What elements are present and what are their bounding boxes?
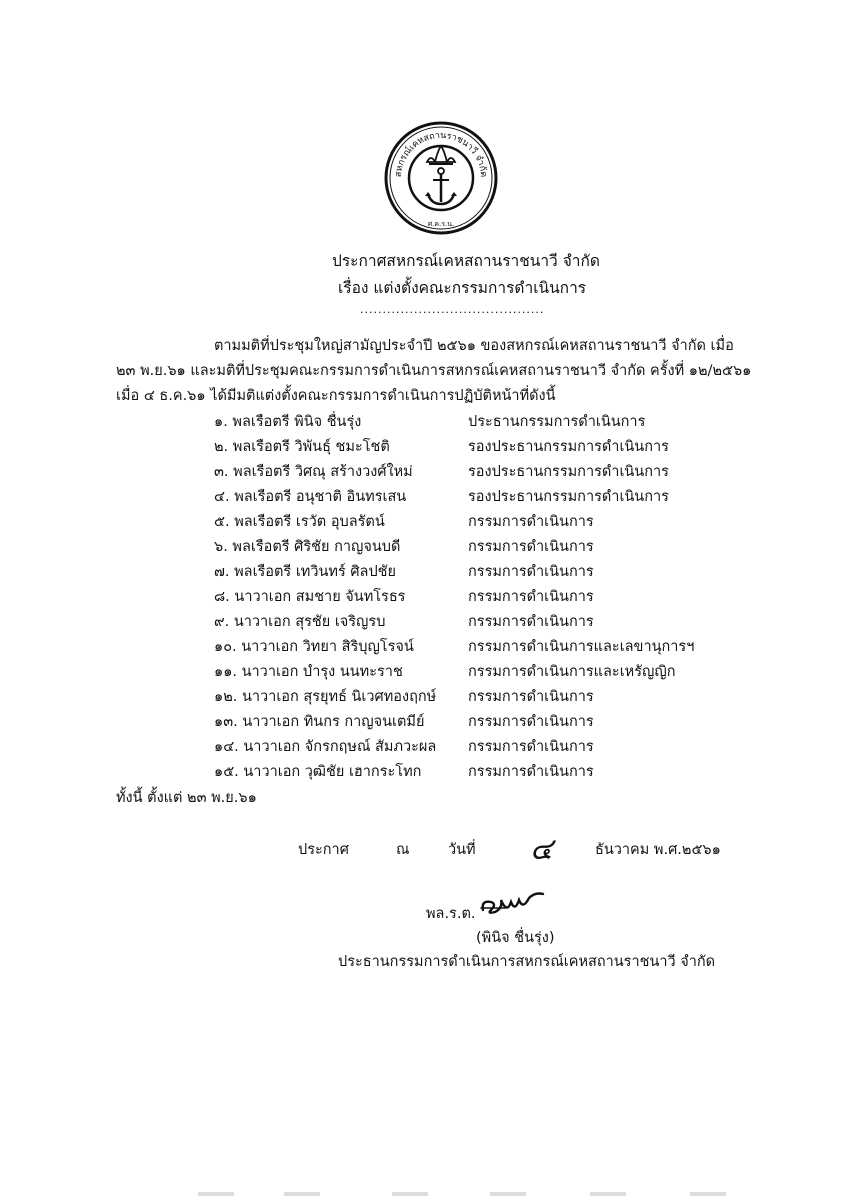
announce-month-year: ธันวาคม พ.ศ.๒๕๖๑ — [595, 842, 721, 858]
body-line-1: ตามมติที่ประชุมใหญ่สามัญประจำปี ๒๕๖๑ ของสหกรณ์เคหสถานราชนาวี จำกัด เมื่อ — [214, 338, 734, 354]
member-role: กรรมการดำเนินการและเหรัญญิก — [468, 664, 676, 680]
seal-text-bottom: ศ.ค.ร.น. — [427, 220, 455, 228]
member-role: กรรมการดำเนินการ — [468, 689, 594, 705]
member-name: ๗. พลเรือตรี เทวินทร์ ศิลปชัย — [214, 564, 396, 580]
cooperative-seal-icon — [383, 120, 499, 236]
member-name: ๔. พลเรือตรี อนุชาติ อินทรเสน — [214, 489, 407, 505]
announcement-title: ประกาศสหกรณ์เคหสถานราชนาวี จำกัด — [332, 252, 600, 270]
member-name: ๑๔. นาวาเอก จักรกฤษณ์ สัมภวะผล — [214, 739, 437, 755]
scan-mark — [392, 1192, 428, 1196]
member-name: ๑๒. นาวาเอก สุรยุทธ์ นิเวศทองฤกษ์ — [214, 689, 437, 705]
member-name: ๑. พลเรือตรี พินิจ ชื่นรุ่ง — [214, 414, 362, 430]
member-role: กรรมการดำเนินการ — [468, 589, 594, 605]
member-role: กรรมการดำเนินการ — [468, 564, 594, 580]
member-role: รองประธานกรรมการดำเนินการ — [468, 464, 669, 480]
body-line-2: ๒๓ พ.ย.๖๑ และมติที่ประชุมคณะกรรมการดำเนินการสหกรณ์เคหสถานราชนาวี จำกัด ครั้งที่ ๑๒/๒๕๖๑ — [116, 363, 752, 379]
member-name: ๙. นาวาเอก สุรชัย เจริญรบ — [214, 614, 386, 630]
scan-mark — [590, 1192, 626, 1196]
member-name: ๓. พลเรือตรี วิศณุ สร้างวงศ์ใหม่ — [214, 464, 413, 480]
member-name: ๕. พลเรือตรี เรวัต อุบลรัตน์ — [214, 514, 385, 530]
member-name: ๑๓. นาวาเอก ทินกร กาญจนเตมีย์ — [214, 714, 425, 730]
member-name: ๑๕. นาวาเอก วุฒิชัย เฮากระโทก — [214, 764, 422, 780]
handwritten-signature-icon — [477, 888, 549, 920]
body-line-3: เมื่อ ๔ ธ.ค.๖๑ ได้มีมติแต่งตั้งคณะกรรมการดำเนินการปฏิบัติหน้าที่ดังนี้ — [116, 388, 556, 404]
seal-text-top: สหกรณ์เคหสถานราชนาวี จำกัด — [393, 130, 489, 178]
effective-date: ทั้งนี้ ตั้งแต่ ๒๓ พ.ย.๖๑ — [116, 790, 257, 806]
scan-mark — [490, 1192, 526, 1196]
scan-mark — [198, 1192, 234, 1196]
announce-at: ณ — [396, 842, 410, 858]
signatory-rank: พล.ร.ต. — [426, 906, 476, 922]
announce-day: ๔ — [530, 832, 553, 867]
member-role: กรรมการดำเนินการ — [468, 539, 594, 555]
member-name: ๑๑. นาวาเอก บำรุง นนทะราช — [214, 664, 403, 680]
member-name: ๒. พลเรือตรี วิพันธุ์ ชมะโชติ — [214, 439, 390, 455]
member-role: รองประธานกรรมการดำเนินการ — [468, 489, 669, 505]
announce-date-label: วันที่ — [448, 842, 476, 858]
signatory-position: ประธานกรรมการดำเนินการสหกรณ์เคหสถานราชนาวี จำกัด — [338, 954, 716, 970]
signatory-name: (พินิจ ชื่นรุ่ง) — [476, 930, 555, 946]
member-role: กรรมการดำเนินการ — [468, 764, 594, 780]
member-role: ประธานกรรมการดำเนินการ — [468, 414, 646, 430]
svg-text:สหกรณ์เคหสถานราชนาวี จำกัด — [394, 131, 488, 178]
announce-label: ประกาศ — [298, 842, 349, 858]
member-role: กรรมการดำเนินการ — [468, 514, 594, 530]
member-role: กรรมการดำเนินการและเลขานุการฯ — [468, 639, 695, 655]
member-role: กรรมการดำเนินการ — [468, 739, 594, 755]
member-role: กรรมการดำเนินการ — [468, 714, 594, 730]
scan-mark — [284, 1192, 320, 1196]
scan-mark — [690, 1192, 726, 1196]
member-name: ๖. พลเรือตรี ศิริชัย กาญจนบดี — [214, 539, 401, 555]
member-role: กรรมการดำเนินการ — [468, 614, 594, 630]
announcement-subject: เรื่อง แต่งตั้งคณะกรรมการดำเนินการ — [338, 279, 587, 297]
member-role: รองประธานกรรมการดำเนินการ — [468, 439, 669, 455]
member-name: ๑๐. นาวาเอก วิทยา สิริบุญโรจน์ — [214, 639, 414, 655]
member-name: ๘. นาวาเอก สมชาย จันทโรธร — [214, 589, 406, 605]
title-divider: ......................................... — [360, 303, 545, 316]
